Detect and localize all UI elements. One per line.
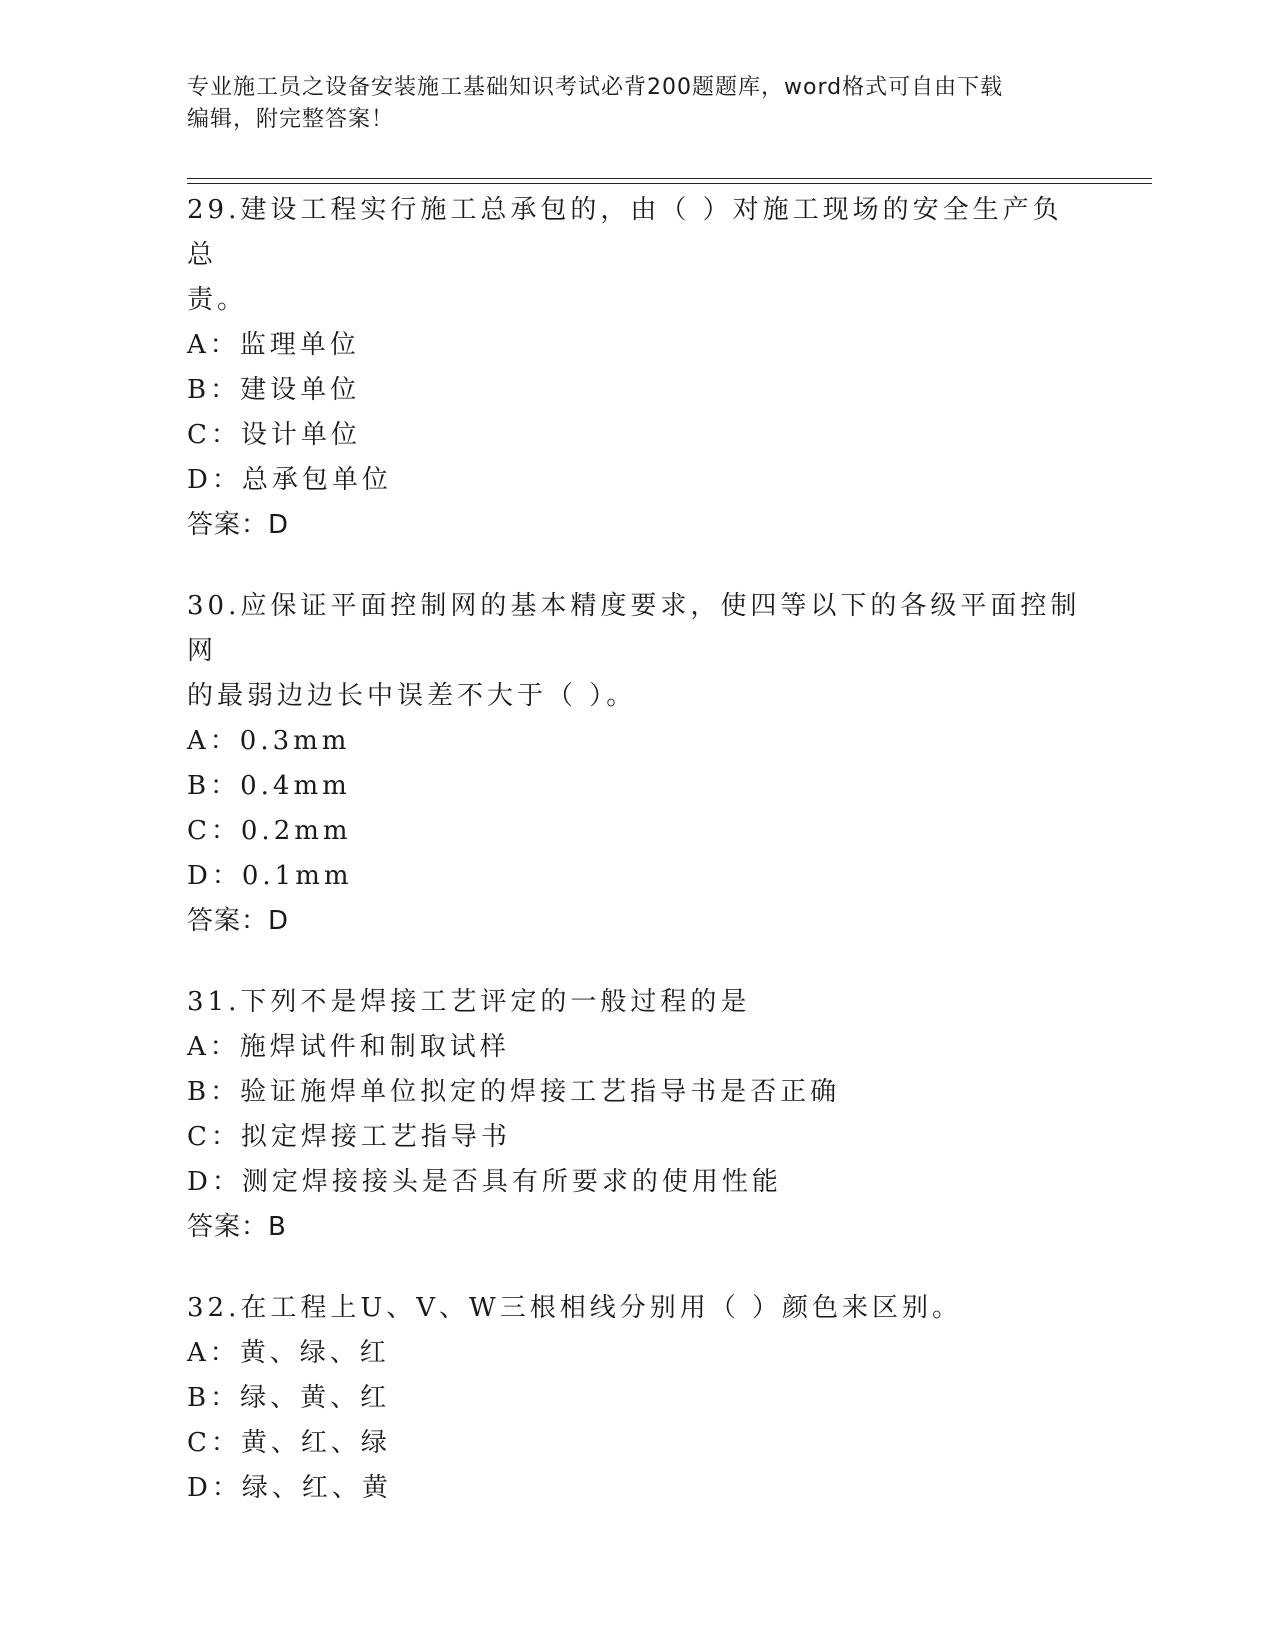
document-header	[187, 72, 1067, 136]
stem-line: 29.建设工程实行施工总承包的，由（ ）对施工现场的安全生产负总	[187, 195, 1063, 270]
stem-line: 的最弱边边长中误差不大于（ ）。	[187, 681, 637, 711]
stem-line: 30.应保证平面控制网的基本精度要求，使四等以下的各级平面控制网	[187, 591, 1081, 666]
header-line-2: 编辑，附完整答案！	[187, 107, 395, 132]
header-divider-top	[187, 178, 1152, 179]
question-30	[187, 584, 1087, 944]
option-a: A：监理单位	[187, 330, 360, 360]
option-c: C：设计单位	[187, 420, 361, 450]
question-32	[187, 1286, 1087, 1511]
question-31	[187, 980, 1087, 1250]
option-b: B：0.4mm	[187, 771, 351, 801]
option-d: D：绿、红、黄	[187, 1473, 392, 1503]
option-b: B：验证施焊单位拟定的焊接工艺指导书是否正确	[187, 1077, 841, 1107]
stem-line: 32.在工程上U、V、W三根相线分别用（ ）颜色来区别。	[187, 1293, 963, 1323]
option-b: B：绿、黄、红	[187, 1383, 391, 1413]
answer-line: 答案：B	[187, 1212, 287, 1242]
answer-line: 答案：D	[187, 510, 290, 540]
question-29	[187, 188, 1087, 548]
header-line-1: 专业施工员之设备安装施工基础知识考试必背200题题库，word格式可自由下载	[187, 75, 1004, 100]
question-list	[187, 188, 1087, 1547]
question-stem	[187, 1286, 1087, 1331]
question-stem	[187, 584, 1087, 719]
stem-line: 31.下列不是焊接工艺评定的一般过程的是	[187, 987, 751, 1017]
option-b: B：建设单位	[187, 375, 361, 405]
option-c: C：拟定焊接工艺指导书	[187, 1122, 511, 1152]
option-a: A：施焊试件和制取试样	[187, 1032, 510, 1062]
question-stem	[187, 980, 1087, 1025]
option-d: D：总承包单位	[187, 465, 392, 495]
question-stem	[187, 188, 1087, 323]
option-a: A：0.3mm	[187, 726, 351, 756]
option-c: C：黄、红、绿	[187, 1428, 391, 1458]
stem-line: 责。	[187, 285, 248, 315]
option-d: D：0.1mm	[187, 861, 353, 891]
option-c: C：0.2mm	[187, 816, 352, 846]
header-divider-bottom	[187, 183, 1152, 184]
option-d: D：测定焊接接头是否具有所要求的使用性能	[187, 1167, 782, 1197]
answer-line: 答案：D	[187, 906, 290, 936]
option-a: A：黄、绿、红	[187, 1338, 390, 1368]
